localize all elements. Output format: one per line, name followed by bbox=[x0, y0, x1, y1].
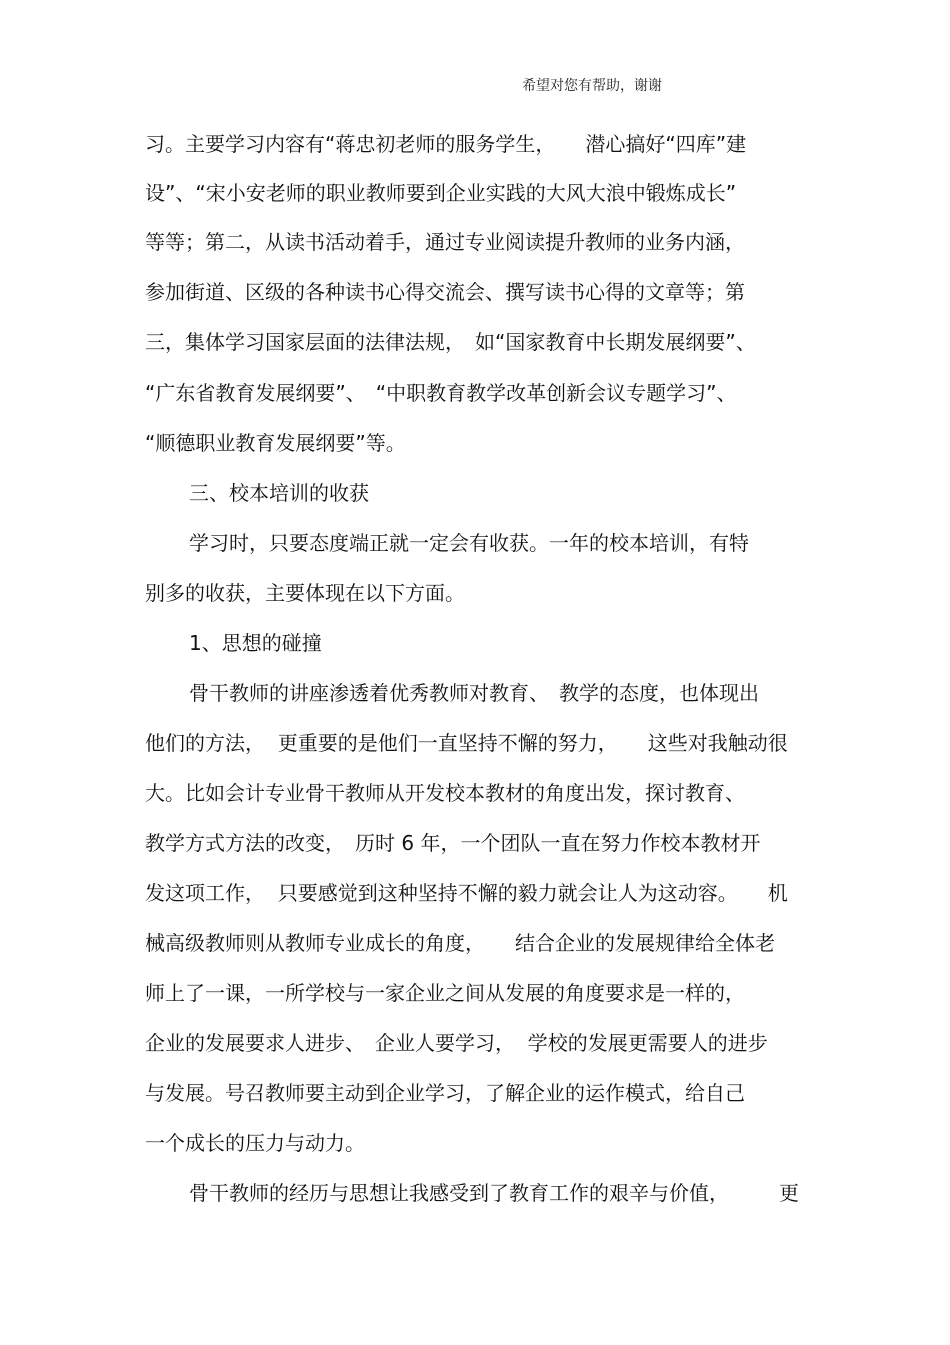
paragraph-line: 发这项工作， 只要感觉到这种坚持不懈的毅力就会让人为这动容。 机 bbox=[145, 881, 788, 905]
paragraph-line: 设”、“宋小安老师的职业教师要到企业实践的大风大浪中锻炼成长” bbox=[145, 181, 737, 205]
paragraph-line: “广东省教育发展纲要”、 “中职教育教学改革创新会议专题学习”、 bbox=[145, 381, 737, 405]
paragraph-line: 与发展。号召教师要主动到企业学习，了解企业的运作模式，给自己 bbox=[145, 1081, 745, 1105]
paragraph-line: 习。主要学习内容有“蒋忠初老师的服务学生， 潜心搞好“四库”建 bbox=[145, 132, 747, 156]
paragraph-line: 教学方式方法的改变， 历时 6 年，一个团队一直在努力作校本教材开 bbox=[145, 831, 761, 855]
paragraph-line: 械高级教师则从教师专业成长的角度， 结合企业的发展规律给全体老 bbox=[145, 931, 775, 955]
section-heading: 三、校本培训的收获 bbox=[189, 481, 369, 505]
paragraph-line: 骨干教师的讲座渗透着优秀教师对教育、 教学的态度，也体现出 bbox=[189, 681, 759, 705]
paragraph-line: 企业的发展要求人进步、 企业人要学习， 学校的发展更需要人的进步 bbox=[145, 1031, 768, 1055]
paragraph-line: “顺德职业教育发展纲要”等。 bbox=[145, 431, 406, 455]
paragraph-line: 等等；第二，从读书活动着手，通过专业阅读提升教师的业务内涵， bbox=[145, 230, 745, 254]
paragraph-line: 学习时，只要态度端正就一定会有收获。一年的校本培训，有特 bbox=[189, 531, 749, 555]
paragraph-line: 师上了一课，一所学校与一家企业之间从发展的角度要求是一样的， bbox=[145, 981, 745, 1005]
paragraph-line: 三，集体学习国家层面的法律法规， 如“国家教育中长期发展纲要”、 bbox=[145, 330, 756, 354]
paragraph-line: 别多的收获，主要体现在以下方面。 bbox=[145, 581, 465, 605]
paragraph-line: 一个成长的压力与动力。 bbox=[145, 1131, 365, 1155]
paragraph-line: 参加街道、区级的各种读书心得交流会、撰写读书心得的文章等；第 bbox=[145, 280, 745, 304]
paragraph-line: 骨干教师的经历与思想让我感受到了教育工作的艰辛与价值， 更 bbox=[189, 1181, 799, 1205]
page-header: 希望对您有帮助，谢谢 bbox=[522, 78, 662, 94]
paragraph-line: 大。比如会计专业骨干教师从开发校本教材的角度出发，探讨教育、 bbox=[145, 781, 745, 805]
subsection-heading: 1、思想的碰撞 bbox=[189, 631, 322, 655]
paragraph-line: 他们的方法， 更重要的是他们一直坚持不懈的努力， 这些对我触动很 bbox=[145, 731, 788, 755]
